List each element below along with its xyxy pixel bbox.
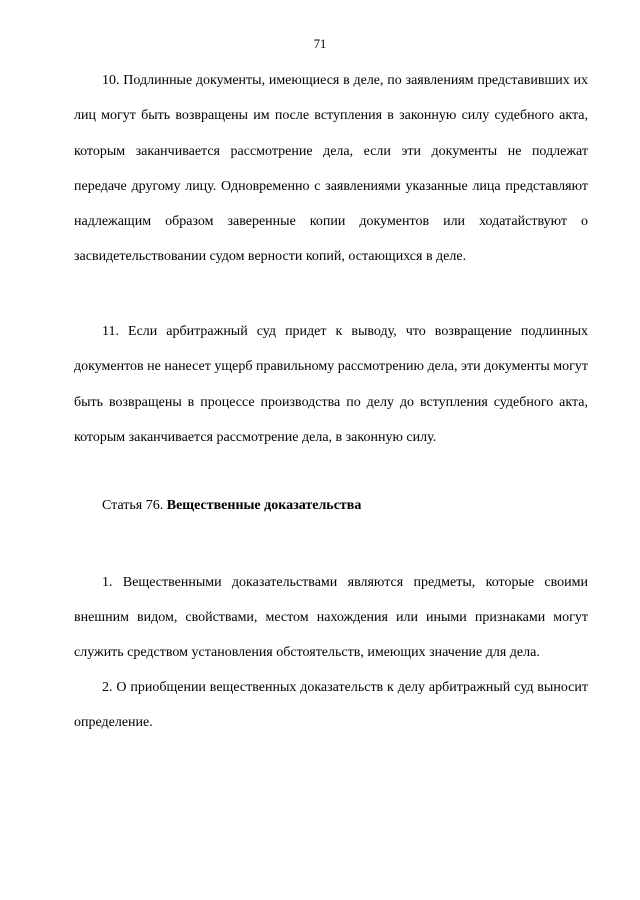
article-heading <box>102 494 361 518</box>
article-paragraph-1: 1. Вещественными доказательствами являются предметы, которые своими внешним видом, свойствами, местом нахождения или иными признаками могут служить средством установления обстоятельств, имеющих значение для дела. <box>74 575 588 660</box>
article-paragraph-2: 2. О приобщении вещественных доказательств к делу арбитражный суд выносит определение. <box>74 680 588 730</box>
paragraph-11: 11. Если арбитражный суд придет к выводу, что возвращение подлинных документов не нанесет ущерб правильному рассмотрению дела, эти документы могут быть возвращены в процессе производства по делу до вступления судебного акта, которым заканчивается рассмотрение дела, в законную силу. <box>74 324 588 445</box>
article-title: Вещественные доказательства <box>166 498 362 513</box>
article-number: Статья 76. <box>102 498 164 513</box>
page-number: 71 <box>313 37 327 51</box>
paragraph-10: 10. Подлинные документы, имеющиеся в деле, по заявлениям представивших их лиц могут быть возвращены им после вступления в законную силу судебного акта, которым заканчивается рассмотрение дела, если эти документы не подлежат передаче другому лицу. Одновременно с заявлениями указанные лица представляют надлежащим образом заверенные копии документов или ходатайствуют о засвидетельствовании судом верности копий, остающихся в деле. <box>74 73 588 265</box>
